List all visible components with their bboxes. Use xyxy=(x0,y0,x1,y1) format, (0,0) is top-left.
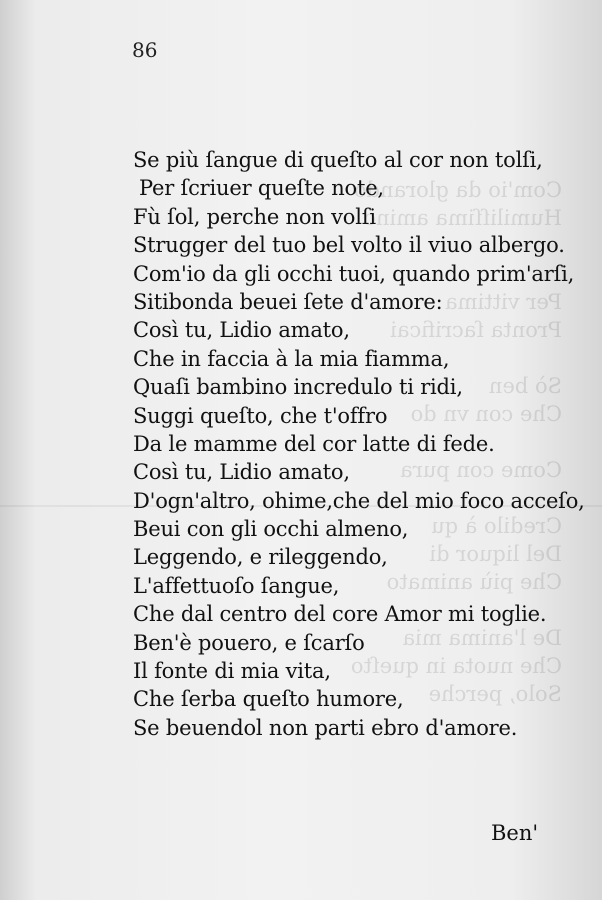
poem-line: Com'io da gli occhi tuoi, quando prim'arſi, xyxy=(133,261,575,286)
poem-line: Strugger del tuo bel volto il viuo albergo. xyxy=(133,233,565,258)
poem-text xyxy=(133,146,585,742)
poem-line: Per ſcriuer queſte note, xyxy=(139,176,384,201)
poem-line: Sitibonda beuei ſete d'amore: xyxy=(133,289,443,314)
poem-line: L'affettuoſo ſangue, xyxy=(133,573,340,598)
poem-line: Suggi queſto, che t'offro xyxy=(133,403,388,428)
poem-line: Se più ſangue di queſto al cor non tolſi, xyxy=(133,148,543,172)
poem-line: Ben'è pouero, e ſcarſo xyxy=(133,630,365,655)
poem-line: Quaſi bambino incredulo ti ridi, xyxy=(133,375,463,400)
poem-line: Il fonte di mia vita, xyxy=(133,659,331,684)
show-through-text: Com'io da glorando Humiliſſima amino Per vittima Pronta ſacrificai Sò ben Che con vn do Come con pura Credilo à qu Del liquor di Che più animato De l'anima mia Che nuota in queſto Solo, perche xyxy=(350,178,562,706)
poem-line: Così tu, Lidio amato, xyxy=(133,460,350,485)
poem-line: Se beuendol non parti ebro d'amore. xyxy=(133,715,518,740)
poem-line: Così tu, Lidio amato, xyxy=(133,318,350,343)
poem-line: Da le mamme del cor latte di fede. xyxy=(133,431,495,456)
page-number: 86 xyxy=(132,38,158,62)
poem-line: Che dal centro del core Amor mi toglie. xyxy=(133,602,547,627)
catchword: Ben' xyxy=(491,821,539,845)
poem-line: Che in faccia à la mia fiamma, xyxy=(133,346,450,371)
poem-line: Fù ſol, perche non volſi xyxy=(133,204,376,229)
poem-line: Leggendo, e rileggendo, xyxy=(133,545,388,570)
poem-line: Che ſerba queſto humore, xyxy=(133,687,404,712)
poem-line: Beui con gli occhi almeno, xyxy=(133,517,409,542)
poem-line: D'ogn'altro, ohime,che del mio foco acceſo, xyxy=(133,488,585,513)
